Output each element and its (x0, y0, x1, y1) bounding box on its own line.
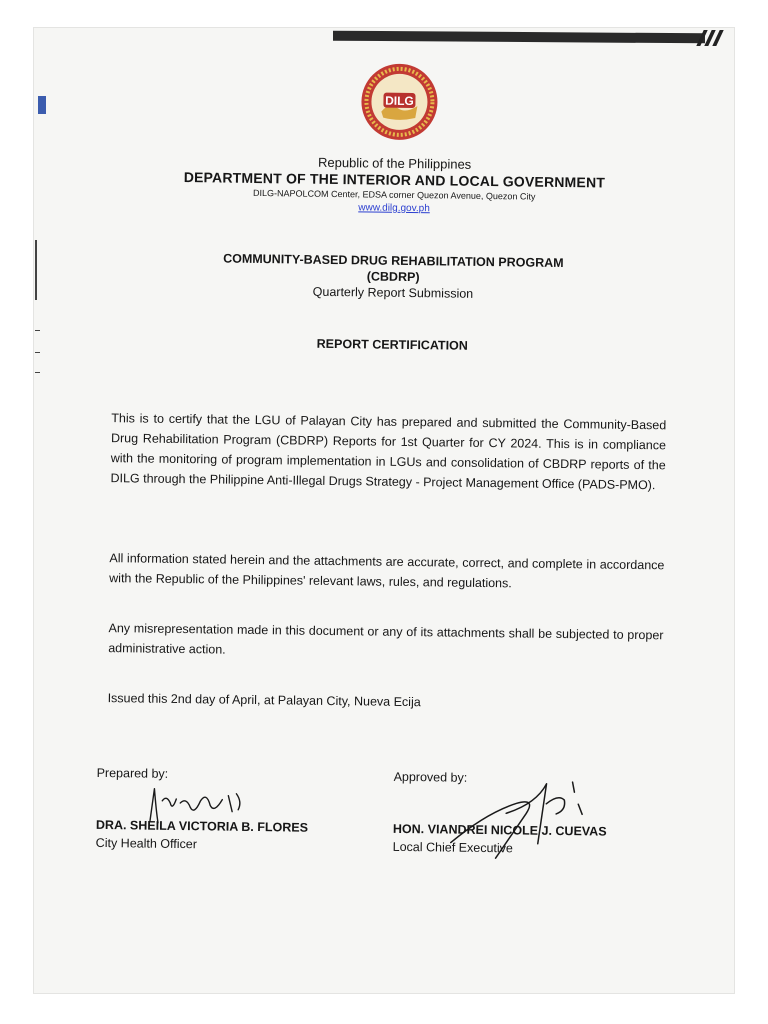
misrepresentation-paragraph: Any misrepresentation made in this document or any of its attachments shall be subjected to proper administrative action. (108, 621, 664, 657)
edge-line (35, 240, 37, 300)
edge-line (35, 330, 40, 331)
approved-by-label: Approved by: (393, 769, 468, 785)
prepared-by-name: DRA. SHEILA VICTORIA B. FLORES (95, 817, 309, 835)
edge-line (35, 372, 40, 373)
department-address: DILG-NAPOLCOM Center, EDSA corner Quezon Avenue, Quezon City (252, 187, 536, 202)
accuracy-paragraph: All information stated herein and the attachments are accurate, correct, and complete in accordance with the Republic of the Philippines' relevant laws, rules, and regulations. (109, 551, 665, 591)
edge-line (35, 352, 40, 353)
edge-tab (38, 96, 46, 114)
department-name: DEPARTMENT OF THE INTERIOR AND LOCAL GOVERNMENT (183, 169, 606, 191)
dilg-seal-logo (359, 61, 440, 142)
certification-paragraph: This is to certify that the LGU of Palayan City has prepared and submitted the Community-Based Drug Rehabilitation Program (CBDRP) Reports for 1st Quarter for CY 2024. This is in compliance with the monitoring of program implementation in LGUs and consolidation of CBDRP reports of the DILG through the Philippine Anti-Illegal Drugs Strategy - Project Management Office (PADS-PMO). (110, 411, 667, 493)
prepared-by-label: Prepared by: (96, 765, 169, 781)
republic-line: Republic of the Philippines (317, 154, 472, 172)
approved-by-title: Local Chief Executive (392, 839, 513, 856)
program-abbreviation: (CBDRP) (366, 269, 420, 285)
program-title: COMMUNITY-BASED DRUG REHABILITATION PROGRAM (223, 251, 564, 271)
certification-title: REPORT CERTIFICATION (316, 336, 468, 353)
seal-text: DILG (385, 93, 414, 109)
website-link[interactable]: www.dilg.gov.ph (358, 202, 430, 215)
prepared-by-title: City Health Officer (95, 835, 198, 852)
approved-by-name: HON. VIANDREI NICOLE J. CUEVAS (392, 821, 607, 839)
program-subtitle: Quarterly Report Submission (312, 284, 474, 301)
issuance-line: Issued this 2nd day of April, at Palayan City, Nueva Ecija (107, 691, 421, 710)
